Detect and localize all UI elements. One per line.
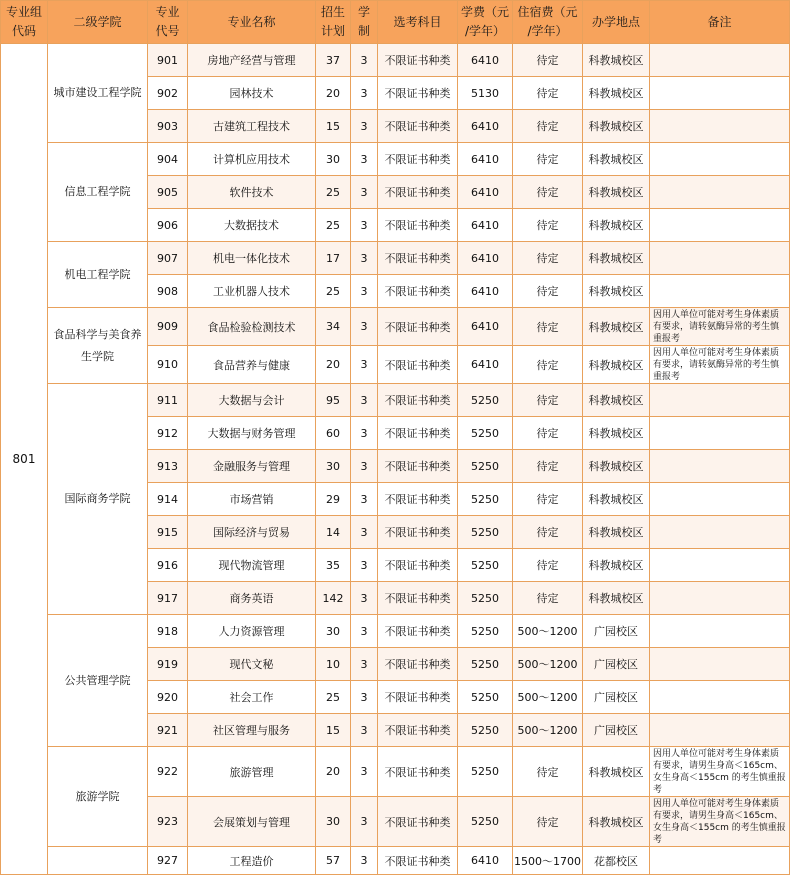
years-cell: 3: [351, 747, 378, 797]
years-cell: 3: [351, 209, 378, 242]
subject-cell: 不限证书种类: [378, 384, 458, 417]
table-row: [1, 384, 790, 417]
subject-cell: 不限证书种类: [378, 681, 458, 714]
dorm-fee-cell: 待定: [513, 346, 583, 384]
note-cell: [650, 582, 790, 615]
subject-cell: 不限证书种类: [378, 516, 458, 549]
plan-cell: 142: [316, 582, 351, 615]
major-code-cell: 921: [148, 714, 188, 747]
major-name-cell: 大数据与会计: [188, 384, 316, 417]
tuition-cell: 6410: [458, 44, 513, 77]
years-cell: 3: [351, 308, 378, 346]
tuition-cell: 5130: [458, 77, 513, 110]
dorm-fee-cell: 待定: [513, 44, 583, 77]
major-code-cell: 922: [148, 747, 188, 797]
major-code-cell: 909: [148, 308, 188, 346]
major-name-cell: 现代文秘: [188, 648, 316, 681]
years-cell: 3: [351, 450, 378, 483]
college-cell: 机电工程学院: [48, 242, 148, 308]
dorm-fee-cell: 待定: [513, 275, 583, 308]
campus-cell: 广园校区: [583, 648, 650, 681]
note-cell: [650, 549, 790, 582]
dorm-fee-cell: 1500～1700: [513, 847, 583, 875]
subject-cell: 不限证书种类: [378, 549, 458, 582]
years-cell: 3: [351, 242, 378, 275]
note-cell: [650, 209, 790, 242]
tuition-cell: 6410: [458, 209, 513, 242]
tuition-cell: 5250: [458, 483, 513, 516]
table-row: [1, 747, 790, 797]
tuition-cell: 6410: [458, 308, 513, 346]
header-dorm-fee: 住宿费（元 /学年）: [513, 1, 583, 44]
plan-cell: 57: [316, 847, 351, 875]
plan-cell: 20: [316, 77, 351, 110]
plan-cell: 25: [316, 209, 351, 242]
plan-cell: 14: [316, 516, 351, 549]
college-cell: 公共管理学院: [48, 615, 148, 747]
note-cell: [650, 648, 790, 681]
dorm-fee-cell: 待定: [513, 176, 583, 209]
subject-cell: 不限证书种类: [378, 308, 458, 346]
table-row: [1, 847, 790, 875]
years-cell: 3: [351, 714, 378, 747]
major-name-cell: 园林技术: [188, 77, 316, 110]
subject-cell: 不限证书种类: [378, 714, 458, 747]
subject-cell: 不限证书种类: [378, 847, 458, 875]
major-name-cell: 商务英语: [188, 582, 316, 615]
plan-cell: 34: [316, 308, 351, 346]
campus-cell: 广园校区: [583, 681, 650, 714]
major-code-cell: 901: [148, 44, 188, 77]
dorm-fee-cell: 待定: [513, 483, 583, 516]
note-cell: [650, 275, 790, 308]
major-name-cell: 工程造价: [188, 847, 316, 875]
dorm-fee-cell: 500～1200: [513, 681, 583, 714]
note-cell: 因用人单位可能对考生身体素质有要求，请转氨酶异常的考生慎重报考: [650, 346, 790, 384]
major-code-cell: 918: [148, 615, 188, 648]
header-plan: 招生 计划: [316, 1, 351, 44]
header-college: 二级学院: [48, 1, 148, 44]
dorm-fee-cell: 500～1200: [513, 648, 583, 681]
header-row: [1, 1, 790, 44]
header-subject: 选考科目: [378, 1, 458, 44]
major-code-cell: 904: [148, 143, 188, 176]
tuition-cell: 5250: [458, 582, 513, 615]
major-code-cell: 917: [148, 582, 188, 615]
plan-cell: 29: [316, 483, 351, 516]
tuition-cell: 5250: [458, 681, 513, 714]
major-name-cell: 大数据与财务管理: [188, 417, 316, 450]
note-cell: 因用人单位可能对考生身体素质有要求，请转氨酶异常的考生慎重报考: [650, 308, 790, 346]
campus-cell: 广园校区: [583, 714, 650, 747]
plan-cell: 25: [316, 275, 351, 308]
dorm-fee-cell: 待定: [513, 450, 583, 483]
subject-cell: 不限证书种类: [378, 648, 458, 681]
college-cell: 城市建设工程学院: [48, 44, 148, 143]
plan-cell: 20: [316, 346, 351, 384]
note-cell: 因用人单位可能对考生身体素质有要求，请男生身高＜165cm、女生身高＜155cm 的考生慎重报考: [650, 747, 790, 797]
dorm-fee-cell: 待定: [513, 516, 583, 549]
campus-cell: 科教城校区: [583, 176, 650, 209]
years-cell: 3: [351, 384, 378, 417]
header-major-name: 专业名称: [188, 1, 316, 44]
dorm-fee-cell: 待定: [513, 797, 583, 847]
header-major-code: 专业 代号: [148, 1, 188, 44]
dorm-fee-cell: 待定: [513, 549, 583, 582]
subject-cell: 不限证书种类: [378, 797, 458, 847]
major-code-cell: 911: [148, 384, 188, 417]
campus-cell: 科教城校区: [583, 209, 650, 242]
major-name-cell: 国际经济与贸易: [188, 516, 316, 549]
campus-cell: 广园校区: [583, 615, 650, 648]
campus-cell: 科教城校区: [583, 308, 650, 346]
plan-cell: 30: [316, 797, 351, 847]
dorm-fee-cell: 待定: [513, 384, 583, 417]
campus-cell: 科教城校区: [583, 549, 650, 582]
dorm-fee-cell: 待定: [513, 582, 583, 615]
campus-cell: 科教城校区: [583, 346, 650, 384]
college-cell: 旅游学院: [48, 747, 148, 847]
campus-cell: 科教城校区: [583, 242, 650, 275]
years-cell: 3: [351, 77, 378, 110]
major-name-cell: 工业机器人技术: [188, 275, 316, 308]
years-cell: 3: [351, 417, 378, 450]
subject-cell: 不限证书种类: [378, 346, 458, 384]
plan-cell: 20: [316, 747, 351, 797]
major-code-cell: 906: [148, 209, 188, 242]
dorm-fee-cell: 500～1200: [513, 714, 583, 747]
header-years: 学 制: [351, 1, 378, 44]
major-code-cell: 905: [148, 176, 188, 209]
plan-cell: 30: [316, 615, 351, 648]
major-name-cell: 房地产经营与管理: [188, 44, 316, 77]
major-name-cell: 市场营销: [188, 483, 316, 516]
subject-cell: 不限证书种类: [378, 747, 458, 797]
table-row: [1, 242, 790, 275]
years-cell: 3: [351, 582, 378, 615]
years-cell: 3: [351, 648, 378, 681]
subject-cell: 不限证书种类: [378, 615, 458, 648]
note-cell: [650, 450, 790, 483]
major-name-cell: 古建筑工程技术: [188, 110, 316, 143]
major-name-cell: 现代物流管理: [188, 549, 316, 582]
dorm-fee-cell: 500～1200: [513, 615, 583, 648]
note-cell: [650, 176, 790, 209]
tuition-cell: 6410: [458, 847, 513, 875]
major-code-cell: 903: [148, 110, 188, 143]
tuition-cell: 6410: [458, 346, 513, 384]
subject-cell: 不限证书种类: [378, 77, 458, 110]
plan-cell: 25: [316, 176, 351, 209]
college-cell: [48, 847, 148, 875]
note-cell: [650, 110, 790, 143]
major-code-cell: 920: [148, 681, 188, 714]
plan-cell: 30: [316, 143, 351, 176]
major-name-cell: 机电一体化技术: [188, 242, 316, 275]
note-cell: [650, 516, 790, 549]
subject-cell: 不限证书种类: [378, 242, 458, 275]
tuition-cell: 6410: [458, 275, 513, 308]
years-cell: 3: [351, 346, 378, 384]
tuition-cell: 6410: [458, 242, 513, 275]
tuition-cell: 5250: [458, 417, 513, 450]
plan-cell: 17: [316, 242, 351, 275]
subject-cell: 不限证书种类: [378, 176, 458, 209]
plan-cell: 60: [316, 417, 351, 450]
years-cell: 3: [351, 483, 378, 516]
tuition-cell: 5250: [458, 615, 513, 648]
dorm-fee-cell: 待定: [513, 110, 583, 143]
years-cell: 3: [351, 44, 378, 77]
plan-cell: 25: [316, 681, 351, 714]
table-row: [1, 44, 790, 77]
years-cell: 3: [351, 275, 378, 308]
plan-cell: 10: [316, 648, 351, 681]
dorm-fee-cell: 待定: [513, 308, 583, 346]
note-cell: [650, 384, 790, 417]
major-code-cell: 913: [148, 450, 188, 483]
campus-cell: 科教城校区: [583, 275, 650, 308]
group-code-cell: 801: [1, 44, 48, 875]
note-cell: [650, 847, 790, 875]
campus-cell: 科教城校区: [583, 143, 650, 176]
subject-cell: 不限证书种类: [378, 143, 458, 176]
tuition-cell: 6410: [458, 110, 513, 143]
plan-cell: 15: [316, 714, 351, 747]
major-code-cell: 919: [148, 648, 188, 681]
years-cell: 3: [351, 681, 378, 714]
plan-cell: 15: [316, 110, 351, 143]
note-cell: [650, 714, 790, 747]
campus-cell: 科教城校区: [583, 77, 650, 110]
table-row: [1, 308, 790, 346]
major-code-cell: 916: [148, 549, 188, 582]
dorm-fee-cell: 待定: [513, 747, 583, 797]
tuition-cell: 6410: [458, 143, 513, 176]
campus-cell: 花都校区: [583, 847, 650, 875]
campus-cell: 科教城校区: [583, 44, 650, 77]
note-cell: [650, 483, 790, 516]
major-code-cell: 907: [148, 242, 188, 275]
major-name-cell: 大数据技术: [188, 209, 316, 242]
major-name-cell: 会展策划与管理: [188, 797, 316, 847]
major-name-cell: 金融服务与管理: [188, 450, 316, 483]
major-code-cell: 902: [148, 77, 188, 110]
plan-cell: 95: [316, 384, 351, 417]
subject-cell: 不限证书种类: [378, 417, 458, 450]
subject-cell: 不限证书种类: [378, 483, 458, 516]
years-cell: 3: [351, 176, 378, 209]
note-cell: [650, 44, 790, 77]
tuition-cell: 5250: [458, 648, 513, 681]
subject-cell: 不限证书种类: [378, 44, 458, 77]
note-cell: 因用人单位可能对考生身体素质有要求，请男生身高＜165cm、女生身高＜155cm 的考生慎重报考: [650, 797, 790, 847]
note-cell: [650, 242, 790, 275]
tuition-cell: 6410: [458, 176, 513, 209]
years-cell: 3: [351, 110, 378, 143]
campus-cell: 科教城校区: [583, 516, 650, 549]
subject-cell: 不限证书种类: [378, 275, 458, 308]
tuition-cell: 5250: [458, 714, 513, 747]
major-name-cell: 社区管理与服务: [188, 714, 316, 747]
years-cell: 3: [351, 516, 378, 549]
header-tuition: 学费（元 /学年）: [458, 1, 513, 44]
major-code-cell: 927: [148, 847, 188, 875]
campus-cell: 科教城校区: [583, 110, 650, 143]
table-row: [1, 143, 790, 176]
major-name-cell: 计算机应用技术: [188, 143, 316, 176]
years-cell: 3: [351, 847, 378, 875]
campus-cell: 科教城校区: [583, 797, 650, 847]
dorm-fee-cell: 待定: [513, 143, 583, 176]
tuition-cell: 5250: [458, 549, 513, 582]
college-cell: 信息工程学院: [48, 143, 148, 242]
dorm-fee-cell: 待定: [513, 242, 583, 275]
header-group-code: 专业组 代码: [1, 1, 48, 44]
table-body: [1, 44, 790, 875]
header-campus: 办学地点: [583, 1, 650, 44]
tuition-cell: 5250: [458, 384, 513, 417]
note-cell: [650, 417, 790, 450]
major-name-cell: 食品检验检测技术: [188, 308, 316, 346]
dorm-fee-cell: 待定: [513, 77, 583, 110]
major-code-cell: 923: [148, 797, 188, 847]
campus-cell: 科教城校区: [583, 384, 650, 417]
note-cell: [650, 77, 790, 110]
subject-cell: 不限证书种类: [378, 450, 458, 483]
major-code-cell: 912: [148, 417, 188, 450]
major-code-cell: 910: [148, 346, 188, 384]
years-cell: 3: [351, 615, 378, 648]
table-row: [1, 615, 790, 648]
header-note: 备注: [650, 1, 790, 44]
years-cell: 3: [351, 797, 378, 847]
major-code-cell: 915: [148, 516, 188, 549]
major-name-cell: 人力资源管理: [188, 615, 316, 648]
major-code-cell: 914: [148, 483, 188, 516]
major-name-cell: 软件技术: [188, 176, 316, 209]
campus-cell: 科教城校区: [583, 450, 650, 483]
subject-cell: 不限证书种类: [378, 209, 458, 242]
campus-cell: 科教城校区: [583, 582, 650, 615]
tuition-cell: 5250: [458, 797, 513, 847]
tuition-cell: 5250: [458, 747, 513, 797]
dorm-fee-cell: 待定: [513, 209, 583, 242]
major-code-cell: 908: [148, 275, 188, 308]
note-cell: [650, 143, 790, 176]
plan-cell: 37: [316, 44, 351, 77]
campus-cell: 科教城校区: [583, 483, 650, 516]
college-cell: 食品科学与美食养生学院: [48, 308, 148, 384]
subject-cell: 不限证书种类: [378, 110, 458, 143]
note-cell: [650, 615, 790, 648]
tuition-cell: 5250: [458, 516, 513, 549]
years-cell: 3: [351, 143, 378, 176]
note-cell: [650, 681, 790, 714]
subject-cell: 不限证书种类: [378, 582, 458, 615]
college-cell: 国际商务学院: [48, 384, 148, 615]
plan-cell: 35: [316, 549, 351, 582]
years-cell: 3: [351, 549, 378, 582]
campus-cell: 科教城校区: [583, 747, 650, 797]
campus-cell: 科教城校区: [583, 417, 650, 450]
dorm-fee-cell: 待定: [513, 417, 583, 450]
plan-cell: 30: [316, 450, 351, 483]
major-name-cell: 食品营养与健康: [188, 346, 316, 384]
tuition-cell: 5250: [458, 450, 513, 483]
major-name-cell: 社会工作: [188, 681, 316, 714]
major-name-cell: 旅游管理: [188, 747, 316, 797]
